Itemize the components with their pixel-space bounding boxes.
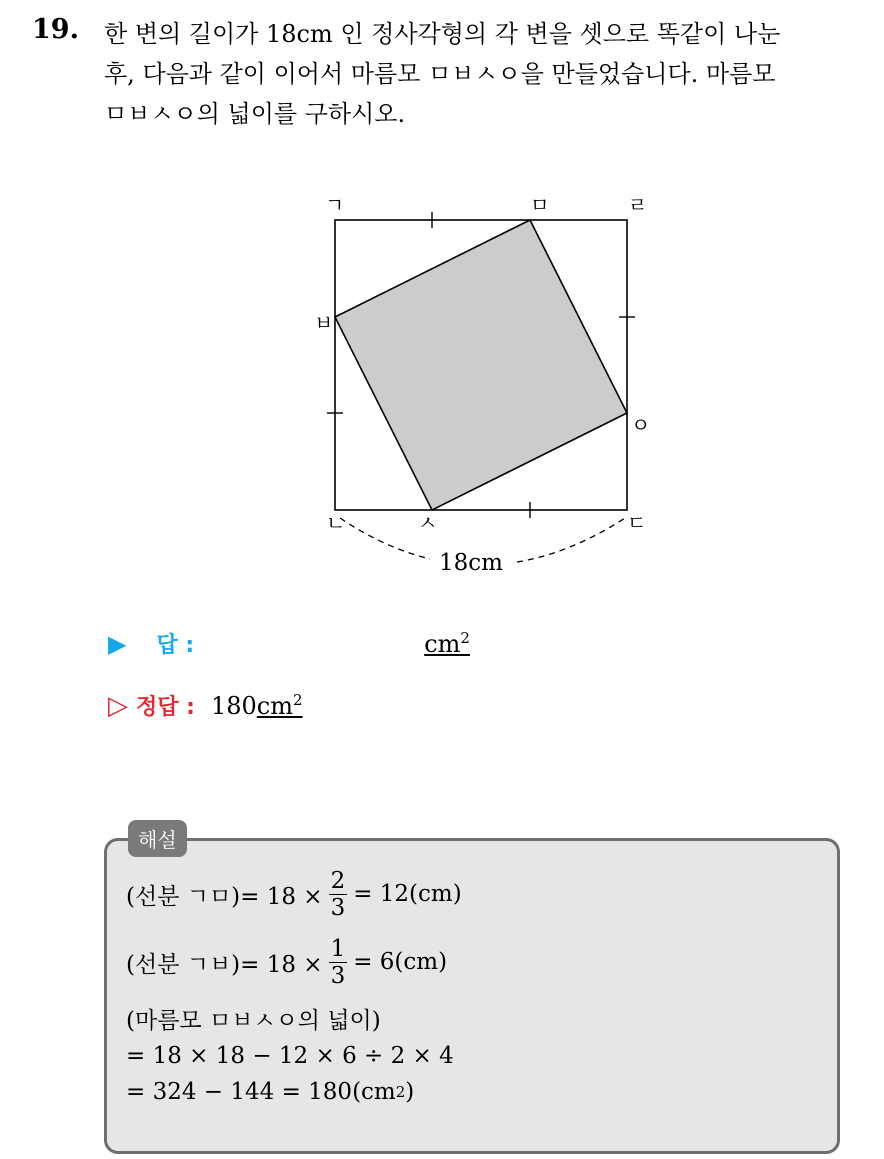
answer-row: [108, 628, 470, 659]
correct-value: 180: [210, 692, 257, 720]
question-line-3: ㅁㅂㅅㅇ의 넓이를 구하시오.: [104, 100, 406, 128]
solution-tag: 해설: [128, 820, 187, 857]
label-bottom-point: ㅅ: [418, 511, 438, 535]
label-top-right: ㄹ: [628, 193, 648, 217]
label-top-point: ㅁ: [530, 193, 550, 217]
label-left-point: ㅂ: [314, 311, 334, 335]
dimension-label: 18cm: [439, 550, 503, 576]
label-top-left: ㄱ: [325, 193, 345, 217]
question-text: [104, 14, 864, 134]
answer-label: 답 :: [156, 633, 195, 658]
solution-line-3: (마름모 ㅁㅂㅅㅇ의 넓이): [126, 1007, 381, 1034]
play-triangle-icon: ▶: [108, 630, 127, 658]
answer-unit: $cm^2$: [424, 629, 470, 658]
label-bottom-right: ㄷ: [627, 511, 647, 535]
correct-answer-row: [108, 690, 303, 721]
solution-line-4: = 18 × 18 − 12 × 6 ÷ 2 × 4: [126, 1043, 454, 1069]
outline-triangle-icon: ▷: [108, 691, 128, 721]
fraction: $\frac{2}{3}$: [330, 867, 346, 921]
square-diagram: [300, 180, 660, 580]
label-bottom-left: ㄴ: [326, 511, 346, 535]
solution-line-1: (선분 ㄱㅁ)= 18 × $\frac{2}{3}$ = 12(cm): [126, 867, 462, 921]
question-number: 19.: [32, 14, 79, 45]
fraction: $\frac{1}{3}$: [330, 935, 346, 989]
correct-label: 정답 :: [136, 695, 195, 720]
solution-line-5: = 324 − 144 = 180(cm 2 ): [126, 1079, 415, 1105]
solution-line-2: (선분 ㄱㅂ)= 18 × $\frac{1}{3}$ = 6(cm): [126, 935, 448, 989]
rhombus-mbso: [335, 220, 627, 510]
correct-unit: $cm^2$: [256, 691, 303, 720]
label-right-point: ㅇ: [631, 413, 651, 437]
question-line-2: 후, 다음과 같이 이어서 마름모 ㅁㅂㅅㅇ을 만들었습니다. 마름모: [104, 60, 776, 88]
solution-lines: [126, 862, 462, 1110]
question-line-1: 한 변의 길이가 18cm 인 정사각형의 각 변을 셋으로 똑같이 나눈: [104, 20, 781, 48]
